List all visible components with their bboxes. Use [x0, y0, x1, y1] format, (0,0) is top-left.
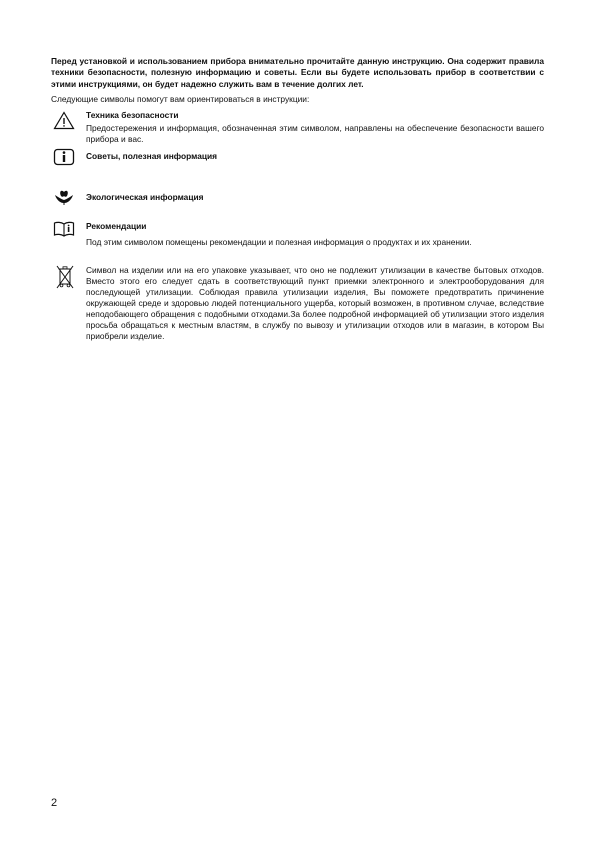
disposal-text: Символ на изделии или на его упаковке указывает, что оно не подлежит утилизации в качестве бытовых отходов. Вместо этого его следует сдать в соответствующий пункт приемки электронного и электрооборудования для последующей утилизации. Соблюдая правила утилизации изделия, Вы поможете предотвратить причинение окружающей среде и здоровью людей потенциального ущерба, который возможен, в противном случае, вследствие неподобающего обращения с подобными отходами.За более подробной информацией об утилизации этого изделия просьба обращаться к местным властям, в службу по вывозу и утилизации отходов или в магазин, в котором Вы приобрели изделие.: [86, 265, 544, 341]
recommendations-title: Рекомендации: [86, 221, 147, 231]
crossed-out-bin-icon: [56, 264, 74, 290]
warning-triangle-icon: [53, 110, 75, 130]
recommendations-text: Под этим символом помещены рекомендации и полезная информация о продуктах и их хранении.: [86, 237, 472, 247]
open-book-icon: [53, 219, 75, 239]
info-icon: [53, 147, 75, 167]
symbols-lead-text: Следующие символы помогут вам ориентироваться в инструкции:: [51, 94, 310, 104]
eco-title: Экологическая информация: [86, 192, 204, 202]
intro-paragraph: Перед установкой и использованием прибора внимательно прочитайте данную инструкцию. Она содержит правила техники безопасности, полезную информацию и советы. Если вы будете использовать прибор в соответствии с этими инструкциями, он будет надежно служить вам в течение долгих лет.: [51, 56, 544, 89]
eco-flower-icon: [53, 187, 75, 207]
safety-text: Предостережения и информация, обозначенная этим символом, направлены на обеспечение безопасности вашего прибора и вас.: [86, 123, 544, 144]
page-number: 2: [51, 797, 58, 809]
safety-title: Техника безопасности: [86, 110, 179, 120]
tips-title: Советы, полезная информация: [86, 151, 218, 161]
